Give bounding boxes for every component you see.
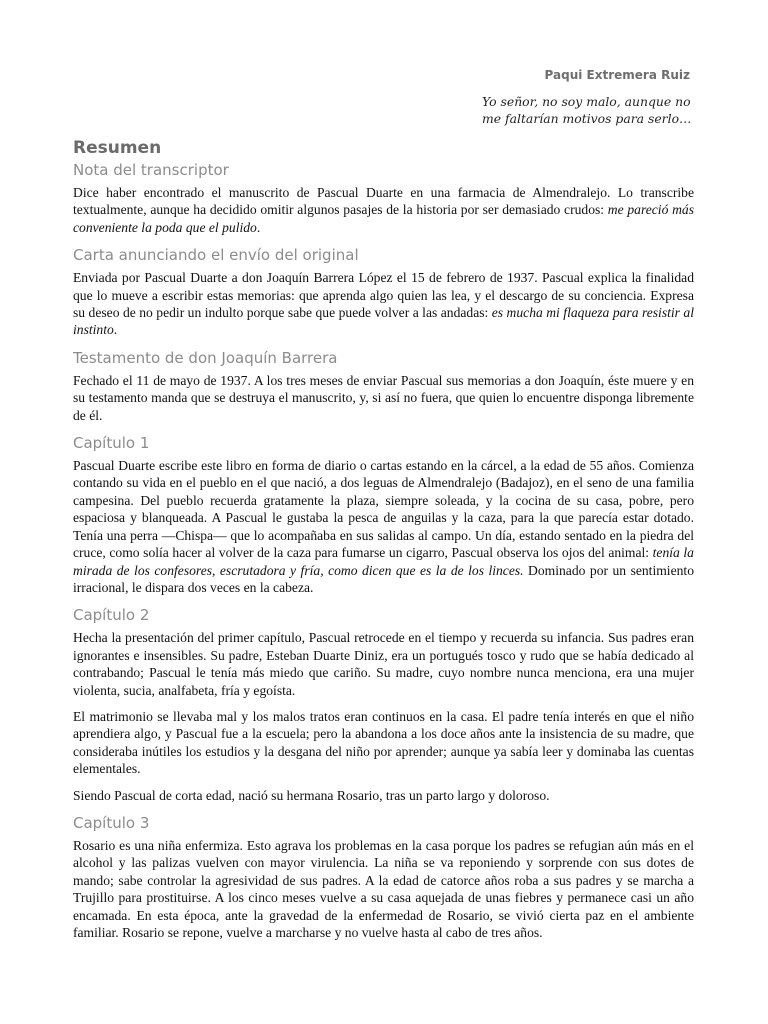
section-heading: Testamento de don Joaquín Barrera <box>73 348 338 367</box>
document-page <box>73 0 694 1024</box>
summary-content <box>73 136 694 950</box>
section-paragraph: Enviada por Pascual Duarte a don Joaquín Barrera López el 15 de febrero de 1937. Pascual explica la finalidad que lo mueve a escribir estas memorias: que aprenda algo quien las lea, y el descargo de su conciencia. Expresa su deseo de no pedir un indulto porque sabe que puede volver a las andadas: es mucha mi flaqueza para resistir al instinto. <box>73 270 694 338</box>
page-title: Resumen <box>73 138 162 158</box>
section-paragraph: Fechado el 11 de mayo de 1937. A los tres meses de enviar Pascual sus memorias a don Joaquín, éste muere y en su testamento manda que se destruya el manuscrito, y, si así no fuera, que quien lo encuentre disponga libremente de él. <box>73 372 694 423</box>
section-paragraph: Hecha la presentación del primer capítulo, Pascual retrocede en el tiempo y recuerda su infancia. Sus padres eran ignorantes e insensibles. Su padre, Esteban Duarte Diniz, era un portugués tosco y rudo que se había dedicado al contrabando; Pascual le tenía más miedo que cariño. Su madre, cuyo nombre nunca menciona, era una mujer violenta, sucia, analfabeta, fría y egoísta. <box>73 630 694 698</box>
section-chapter-3 <box>73 813 694 941</box>
quoted-text: es mucha mi flaqueza para resistir al instinto <box>73 305 694 338</box>
section-heading: Capítulo 2 <box>73 606 150 625</box>
epigraph-quote: Yo señor, no soy malo, aunque no me faltarían motivos para serlo… <box>482 94 692 126</box>
author-name: Paqui Extremera Ruiz <box>544 68 690 82</box>
section-paragraph: Dice haber encontrado el manuscrito de Pascual Duarte en una farmacia de Almendralejo. Lo transcribe textualmente, aunque ha decidido omitir algunos pasajes de la historia por ser demasiado crudos: me pareció más conveniente la poda que el pulido. <box>73 185 694 235</box>
quoted-text: me pareció más conveniente la poda que el pulido <box>73 202 694 235</box>
section-letter <box>73 245 694 339</box>
section-chapter-1 <box>73 433 694 596</box>
section-testament <box>73 348 694 424</box>
section-paragraph: Rosario es una niña enfermiza. Esto agrava los problemas en la casa porque los padres se refugian aún más en el alcohol y las palizas vuelven con mayor virulencia. La niña se va reponiendo y sorprende con sus dotes de mando; sabe controlar la agresividad de sus padres. A la edad de catorce años roba a sus padres y se marcha a Trujillo para prostituirse. A los cinco meses vuelve a su casa aquejada de unas fiebres y permanece casi un año encamada. En esta época, ante la gravedad de la enfermedad de Rosario, se vivió cierta paz en el ambiente familiar. Rosario se repone, vuelve a marcharse y no vuelve hasta al cabo de tres años. <box>73 837 694 940</box>
section-heading: Nota del transcriptor <box>73 161 229 179</box>
section-transcriber-note <box>73 160 694 236</box>
section-heading: Carta anunciando el envío del original <box>73 246 359 265</box>
section-chapter-2 <box>73 605 694 804</box>
section-paragraph: Pascual Duarte escribe este libro en forma de diario o cartas estando en la cárcel, a la edad de 55 años. Comienza contando su vida en el pueblo en el que nació, a dos leguas de Almendralejo (Badajoz), en el seno de una familia campesina. Del pueblo recuerda gratamente la plaza, siempre soleada, y la cocina de su casa, pobre, pero espaciosa y blanqueada. A Pascual le gustaba la pesca de anguilas y la caza, para la que parecía estar dotado. Tenía una perra —Chispa— que lo acompañaba en sus salidas al campo. Un día, estando sentado en la piedra del cruce, como solía hacer al volver de la caza para fumarse un cigarro, Pascual observa los ojos del animal: tenía la mirada de los confesores, escrutadora y fría, como dicen que es la de los linces. Dominado por un sentimiento irracional, le dispara dos veces en la cabeza. <box>73 458 694 595</box>
section-paragraph: El matrimonio se llevaba mal y los malos tratos eran continuos en la casa. El padre tenía interés en que el niño aprendiera algo, y Pascual fue a la escuela; pero la abandona a los doce años ante la insistencia de su madre, que consideraba inútiles los estudios y la desgana del niño por aprender; aunque ya sabía leer y dominaba las cuentas elementales. <box>73 708 694 777</box>
section-paragraph: Siendo Pascual de corta edad, nació su hermana Rosario, tras un parto largo y doloroso. <box>73 787 550 803</box>
section-heading: Capítulo 1 <box>73 434 150 453</box>
section-heading: Capítulo 3 <box>73 813 150 832</box>
quoted-text: tenía la mirada de los confesores, escrutadora y fría, como dicen que es la de los linces. <box>73 545 694 578</box>
